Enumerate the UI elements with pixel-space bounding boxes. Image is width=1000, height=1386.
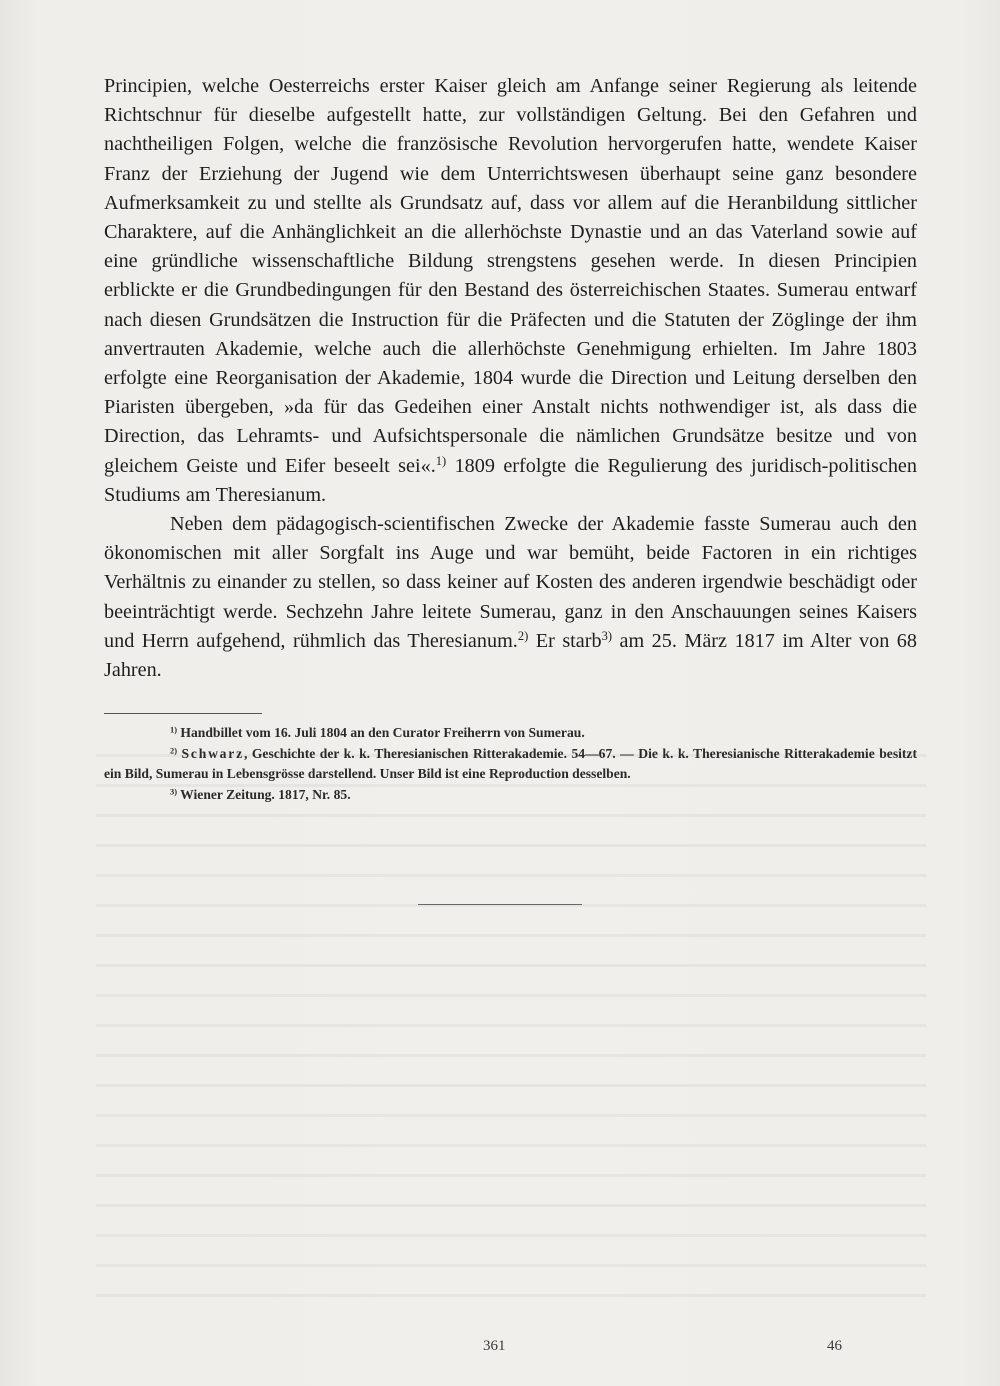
footnote-3-text: Wiener Zeitung. 1817, Nr. 85.	[177, 786, 351, 802]
paragraph-2	[104, 510, 917, 685]
paragraph-1-text-b: 1809 erfolgte die Regulierung des juridisch-politischen Studiums am Theresianum.	[104, 454, 917, 506]
page-number: 361	[483, 1338, 506, 1354]
footnote-reference-3: 3)	[601, 628, 612, 643]
paragraph-2-text-c: am 25. März 1817 im Alter von 68 Jahren.	[104, 629, 917, 682]
footnote-2-author: Schwarz	[181, 745, 244, 761]
footnote-2-text: , Geschichte der k. k. Theresianischen Ritterakademie. 54—67. — Die k. k. Theresianische Ritterakademie besitzt ein Bild, Sumerau in Lebensgrösse darstellend. Unser Bild ist eine Reproduction desselben.	[104, 745, 917, 781]
footnote-2-marker: 2)	[170, 744, 178, 755]
footnote-1-text: Handbillet vom 16. Juli 1804 an den Curator Freiherrn von Sumerau.	[177, 725, 585, 740]
paragraph-1	[104, 72, 917, 510]
sheet-number: 46	[827, 1338, 842, 1354]
footnote-reference-2: 2)	[517, 628, 529, 643]
main-text	[104, 72, 917, 685]
section-divider	[418, 904, 582, 905]
footnote-1-marker: 1)	[170, 724, 178, 735]
reverse-side-bleed-through	[96, 740, 926, 1300]
footnote-divider	[104, 713, 262, 714]
footnote-3-marker: 3)	[170, 785, 178, 796]
paragraph-1-text-a: Principien, welche Oesterreichs erster Kaiser gleich am Anfange seiner Regierung als leitende Richtschnur für dieselbe aufgestellt hatte, zur vollständigen Geltung. Bei den Gefahren und nachtheiligen Folgen, welche die französische Revolution hervorgerufen hatte, wendete Kaiser Franz der Erziehung der Jugend wie dem Unterrichtswesen überhaupt seine ganz besondere Aufmerksamkeit zu und stellte als Grundsatz auf, dass vor allem auf die Heranbildung sittlicher Charaktere, auf die Anhänglichkeit an die allerhöchste Dynastie und an das Vaterland sowie auf eine gründliche wissenschaftliche Bildung strengstens gesehen werde. In diesen Principien erblickte er die Grundbedingungen für den Bestand des österreichischen Staates. Sumerau entwarf nach diesen Grundsätzen die Instruction für die Präfecten und die Statuten der Zöglinge der ihm anvertrauten Akademie, welche auch die allerhöchste Genehmigung erhielten. Im Jahre 1803 erfolgte eine Reorganisation der Akademie, 1804 wurde die Direction und Leitung derselben den Piaristen übergeben, »da für das Gedeihen einer Anstalt nichts nothwendiger ist, als dass die Direction, das Lehramts- und Aufsichtspersonale die nämlichen Grundsätze besitze und von gleichem Geiste und Eifer beseelt sei«.	[104, 75, 917, 477]
paragraph-2-text-b: Er starb	[528, 629, 602, 652]
footnote-reference-1: 1)	[435, 453, 447, 468]
paragraph-2-text-a: Neben dem pädagogisch-scientifischen Zwecke der Akademie fasste Sumerau auch den ökonomischen mit aller Sorgfalt ins Auge und war bemüht, beide Factoren in ein richtiges Verhältnis zu einander zu stellen, so dass keiner auf Kosten des anderen irgendwie beschädigt oder beeinträchtigt werde. Sechzehn Jahre leitete Sumerau, ganz in den Anschauungen seines Kaisers und Herrn aufgehend, rühmlich das Theresianum.	[104, 513, 917, 652]
